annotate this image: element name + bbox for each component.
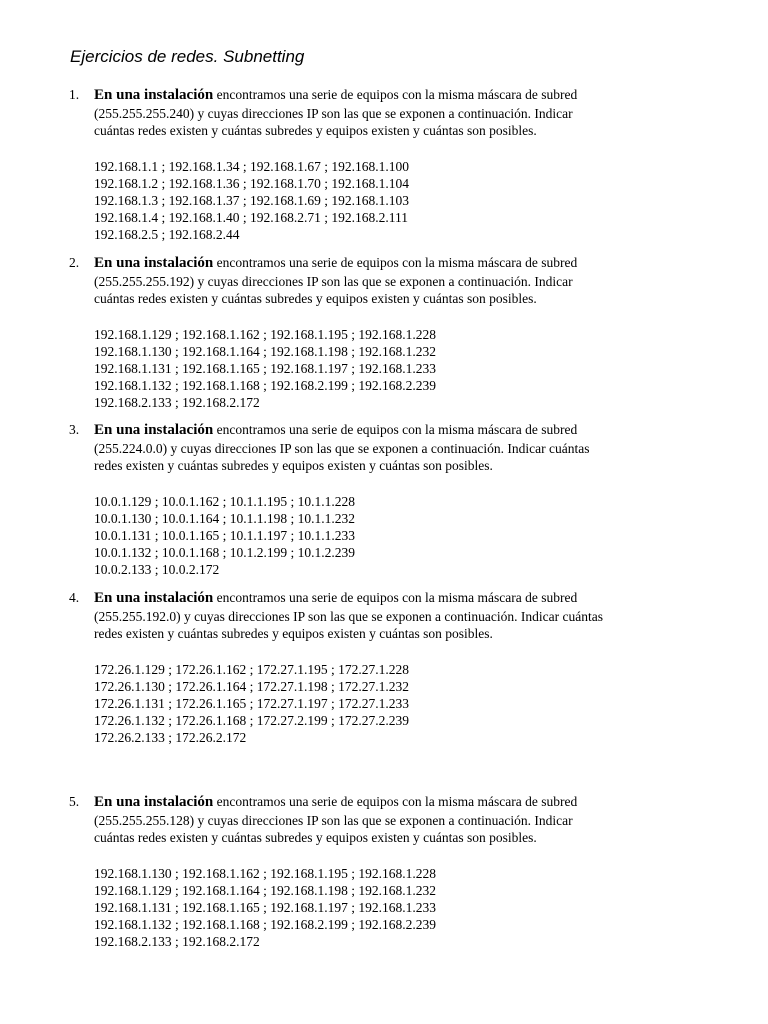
statement-text: encontramos una serie de equipos con la misma máscara de subred — [213, 255, 578, 270]
statement-line — [94, 421, 684, 440]
ip-address-line: 10.0.1.131 ; 10.0.1.165 ; 10.1.1.197 ; 10.1.1.233 — [94, 527, 356, 543]
exercise-number: 1. — [69, 87, 80, 102]
statement-lead: En una instalación — [94, 590, 214, 606]
exercise-body — [94, 421, 684, 579]
exercise-body — [94, 254, 684, 412]
ip-address-line: 192.168.2.5 ; 192.168.2.44 — [94, 227, 240, 243]
exercise-body — [94, 86, 684, 244]
exercise-number: 4. — [69, 590, 80, 605]
statement-line: redes existen y cuántas subredes y equipos existen y cuántas son posibles. — [94, 626, 493, 641]
ip-address-line: 192.168.1.132 ; 192.168.1.168 ; 192.168.2.199 ; 192.168.2.239 — [94, 378, 437, 394]
ip-address-line: 192.168.1.131 ; 192.168.1.165 ; 192.168.1.197 ; 192.168.1.233 — [94, 899, 437, 915]
ip-address-list — [94, 493, 684, 579]
statement-text: encontramos una serie de equipos con la misma máscara de subred — [213, 422, 578, 437]
statement-line: cuántas redes existen y cuántas subredes y equipos existen y cuántas son posibles. — [94, 830, 537, 845]
ip-address-line: 192.168.1.130 ; 192.168.1.164 ; 192.168.1.198 ; 192.168.1.232 — [94, 343, 437, 359]
ip-address-line: 10.0.1.132 ; 10.0.1.168 ; 10.1.2.199 ; 10.1.2.239 — [94, 545, 356, 561]
ip-address-list — [94, 326, 684, 412]
ip-address-line: 192.168.2.133 ; 192.168.2.172 — [94, 395, 260, 411]
ip-address-line: 192.168.1.4 ; 192.168.1.40 ; 192.168.2.71 ; 192.168.2.111 — [94, 210, 409, 226]
ip-address-line: 192.168.2.133 ; 192.168.2.172 — [94, 934, 260, 950]
ip-address-line: 10.0.1.130 ; 10.0.1.164 ; 10.1.1.198 ; 10.1.1.232 — [94, 510, 356, 526]
statement-line — [94, 254, 684, 273]
statement-text: encontramos una serie de equipos con la misma máscara de subred — [213, 590, 578, 605]
ip-address-line: 10.0.1.129 ; 10.0.1.162 ; 10.1.1.195 ; 10.1.1.228 — [94, 493, 356, 509]
ip-address-line: 172.26.1.129 ; 172.26.1.162 ; 172.27.1.195 ; 172.27.1.228 — [94, 661, 410, 677]
ip-address-line: 192.168.1.3 ; 192.168.1.37 ; 192.168.1.69 ; 192.168.1.103 — [94, 192, 410, 208]
ip-address-line: 172.26.1.132 ; 172.26.1.168 ; 172.27.2.199 ; 172.27.2.239 — [94, 713, 410, 729]
ip-address-line: 172.26.2.133 ; 172.26.2.172 — [94, 730, 247, 746]
exercise-number: 2. — [69, 255, 80, 270]
ip-address-line: 192.168.1.1 ; 192.168.1.34 ; 192.168.1.67 ; 192.168.1.100 — [94, 158, 410, 174]
ip-address-line: 192.168.1.129 ; 192.168.1.162 ; 192.168.1.195 ; 192.168.1.228 — [94, 326, 437, 342]
statement-lead: En una instalación — [94, 255, 214, 271]
statement-line — [94, 589, 684, 608]
statement-line: redes existen y cuántas subredes y equipos existen y cuántas son posibles. — [94, 458, 493, 473]
statement-lead: En una instalación — [94, 422, 214, 438]
statement-line: (255.255.255.192) y cuyas direcciones IP son las que se exponen a continuación. Indicar — [94, 273, 573, 289]
statement-line: cuántas redes existen y cuántas subredes y equipos existen y cuántas son posibles. — [94, 123, 537, 138]
statement-line: (255.224.0.0) y cuyas direcciones IP son las que se exponen a continuación. Indicar cuántas — [94, 440, 590, 456]
exercise-body — [94, 793, 684, 951]
statement-line: (255.255.255.240) y cuyas direcciones IP son las que se exponen a continuación. Indicar — [94, 105, 573, 121]
ip-address-list — [94, 661, 684, 747]
ip-address-line: 192.168.1.130 ; 192.168.1.162 ; 192.168.1.195 ; 192.168.1.228 — [94, 865, 437, 881]
ip-address-line: 192.168.1.2 ; 192.168.1.36 ; 192.168.1.70 ; 192.168.1.104 — [94, 175, 410, 191]
statement-text: encontramos una serie de equipos con la misma máscara de subred — [213, 87, 578, 102]
exercise-number: 5. — [69, 794, 80, 809]
ip-address-line: 172.26.1.131 ; 172.26.1.165 ; 172.27.1.197 ; 172.27.1.233 — [94, 695, 410, 711]
statement-line: cuántas redes existen y cuántas subredes y equipos existen y cuántas son posibles. — [94, 291, 537, 306]
ip-address-line: 192.168.1.132 ; 192.168.1.168 ; 192.168.2.199 ; 192.168.2.239 — [94, 917, 437, 933]
ip-address-line: 172.26.1.130 ; 172.26.1.164 ; 172.27.1.198 ; 172.27.1.232 — [94, 678, 410, 694]
document-title: Ejercicios de redes. Subnetting — [70, 47, 305, 66]
statement-line — [94, 86, 684, 105]
ip-address-list — [94, 158, 684, 244]
statement-text: encontramos una serie de equipos con la misma máscara de subred — [213, 794, 578, 809]
ip-address-line: 10.0.2.133 ; 10.0.2.172 — [94, 562, 220, 578]
statement-line — [94, 793, 684, 812]
ip-address-line: 192.168.1.131 ; 192.168.1.165 ; 192.168.1.197 ; 192.168.1.233 — [94, 360, 437, 376]
ip-address-list — [94, 865, 684, 951]
exercise-number: 3. — [69, 422, 80, 437]
statement-line: (255.255.255.128) y cuyas direcciones IP son las que se exponen a continuación. Indicar — [94, 812, 573, 828]
statement-line: (255.255.192.0) y cuyas direcciones IP son las que se exponen a continuación. Indicar cuántas — [94, 608, 603, 624]
ip-address-line: 192.168.1.129 ; 192.168.1.164 ; 192.168.1.198 ; 192.168.1.232 — [94, 882, 437, 898]
statement-lead: En una instalación — [94, 87, 214, 103]
statement-lead: En una instalación — [94, 794, 214, 810]
exercise-body — [94, 589, 684, 747]
